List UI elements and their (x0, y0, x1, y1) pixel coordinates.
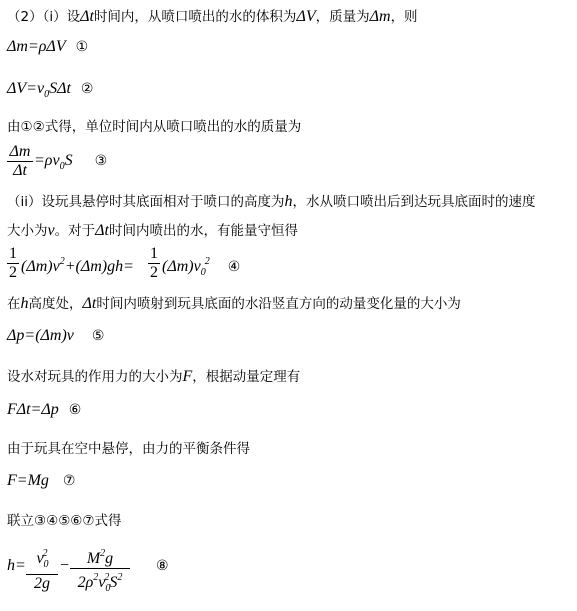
equation-text: (Δm)v (162, 258, 201, 275)
equation-tag: ② (80, 81, 94, 97)
fraction-one-half (7, 245, 19, 282)
equation-text: ΔV=v (7, 80, 45, 97)
fraction-numerator: Δm (9, 143, 31, 160)
equation-text: M (86, 550, 101, 567)
superscript: 2 (104, 572, 110, 583)
equation-text: g (105, 550, 114, 567)
line-part2-intro (7, 8, 418, 26)
fraction-denominator: 2 (9, 264, 17, 281)
superscript: 2 (42, 548, 48, 559)
equation-text: v (36, 550, 44, 567)
var-h: h (20, 295, 29, 312)
text-segment: （2）（i）设 (7, 9, 81, 25)
fraction-m2g-over-denominator (70, 545, 130, 598)
equation-tag: ④ (227, 259, 241, 275)
fraction-denominator: Δt (13, 162, 27, 179)
equation-text: FΔt=Δp (7, 401, 59, 418)
minus-sign: − (60, 557, 70, 574)
text-segment: 设水对玩具的作用力的大小为 (7, 369, 183, 385)
text-segment: 高度处， (28, 296, 83, 312)
equation-middle (21, 256, 134, 276)
text-segment: 在 (7, 296, 21, 312)
var-f: F (182, 368, 193, 385)
equation-tag: ③ (94, 153, 108, 169)
equation-text: Δp=(Δm)v (7, 327, 74, 344)
line-velocity (7, 222, 298, 240)
equation-tag: ⑤ (91, 328, 105, 344)
subscript: 0 (43, 559, 49, 570)
text-segment: 时间内喷出的水，有能量守恒得 (108, 223, 298, 239)
var-h: h (284, 193, 293, 210)
text-segment: ，水从喷口喷出后到达玩具底面时的速度 (292, 194, 536, 210)
fraction-numerator (70, 545, 130, 568)
superscript: 2 (93, 572, 99, 583)
equation-text: 2ρ (77, 574, 94, 591)
var-v: v (47, 222, 55, 239)
line-equilibrium: 由于玩具在空中悬停，由力的平衡条件得 (7, 441, 250, 457)
var-delta-t: Δt (82, 295, 97, 312)
equation-text: =ρv (34, 152, 60, 169)
equation-6 (7, 401, 81, 419)
equation-text: (Δm)v (21, 258, 60, 275)
fraction-one-half (148, 245, 160, 282)
subscript: 0 (200, 267, 206, 278)
fraction-numerator: 1 (150, 245, 158, 262)
superscript: 2 (117, 572, 123, 583)
var-delta-t: Δt (95, 222, 109, 239)
fraction-dm-dt (7, 143, 33, 180)
equation-5 (7, 327, 104, 345)
text-segment: ，则 (390, 9, 418, 25)
equation-1 (7, 38, 88, 56)
equation-tag: ⑥ (68, 402, 82, 418)
text-segment: 时间内，从喷口喷出的水的体积为 (93, 9, 297, 25)
line-momentum-change (7, 295, 461, 313)
equation-text: +(Δm)gh= (64, 258, 134, 275)
fraction-numerator (26, 545, 58, 574)
var-delta-t: Δt (80, 8, 94, 25)
superscript: 2 (100, 548, 106, 559)
equation-end (162, 256, 240, 278)
equation-text: SΔt (49, 80, 71, 97)
line-combine: 联立③④⑤⑥⑦式得 (7, 513, 122, 529)
fraction-denominator (70, 569, 130, 598)
equation-text: S (109, 574, 118, 591)
line-derive-mass-rate: 由①②式得，单位时间内从喷口喷出的水的质量为 (7, 119, 302, 135)
var-delta-m: Δm (369, 8, 391, 25)
equation-2 (7, 80, 93, 104)
subscript: 0 (105, 583, 111, 594)
equation-text: S (64, 152, 73, 169)
var-delta-v: ΔV (296, 8, 316, 25)
superscript: 2 (59, 256, 65, 267)
equation-tag: ⑦ (62, 473, 76, 489)
equation-7 (7, 472, 75, 490)
equation-rhs (34, 152, 107, 172)
text-segment: 时间内喷射到玩具底面的水沿竖直方向的动量变化量的大小为 (96, 296, 461, 312)
equation-tag-wrap (146, 557, 169, 575)
line-part2-ii (7, 193, 536, 211)
fraction-v0sq-over-2g (26, 545, 58, 593)
line-force (7, 368, 300, 386)
text-segment: （ii）设玩具悬停时其底面相对于喷口的高度为 (7, 194, 285, 210)
text-segment: 。对于 (54, 223, 96, 239)
equation-tag: ① (75, 39, 89, 55)
subscript: 0 (59, 161, 65, 172)
subscript: 0 (44, 89, 50, 100)
superscript: 2 (204, 256, 210, 267)
equation-text: Δm=ρΔV (7, 38, 66, 55)
equation-tag: ⑧ (156, 558, 169, 574)
fraction-denominator: 2g (34, 575, 50, 592)
fraction-numerator: 1 (9, 245, 17, 262)
equation-text: F=Mg (7, 472, 49, 489)
text-segment: ，质量为 (315, 9, 370, 25)
text-segment: ，根据动量定理有 (192, 369, 301, 385)
text-segment: 大小为 (7, 223, 48, 239)
equation-text: v (98, 574, 106, 591)
fraction-denominator: 2 (150, 264, 158, 281)
equation-lhs: h= (7, 557, 26, 574)
